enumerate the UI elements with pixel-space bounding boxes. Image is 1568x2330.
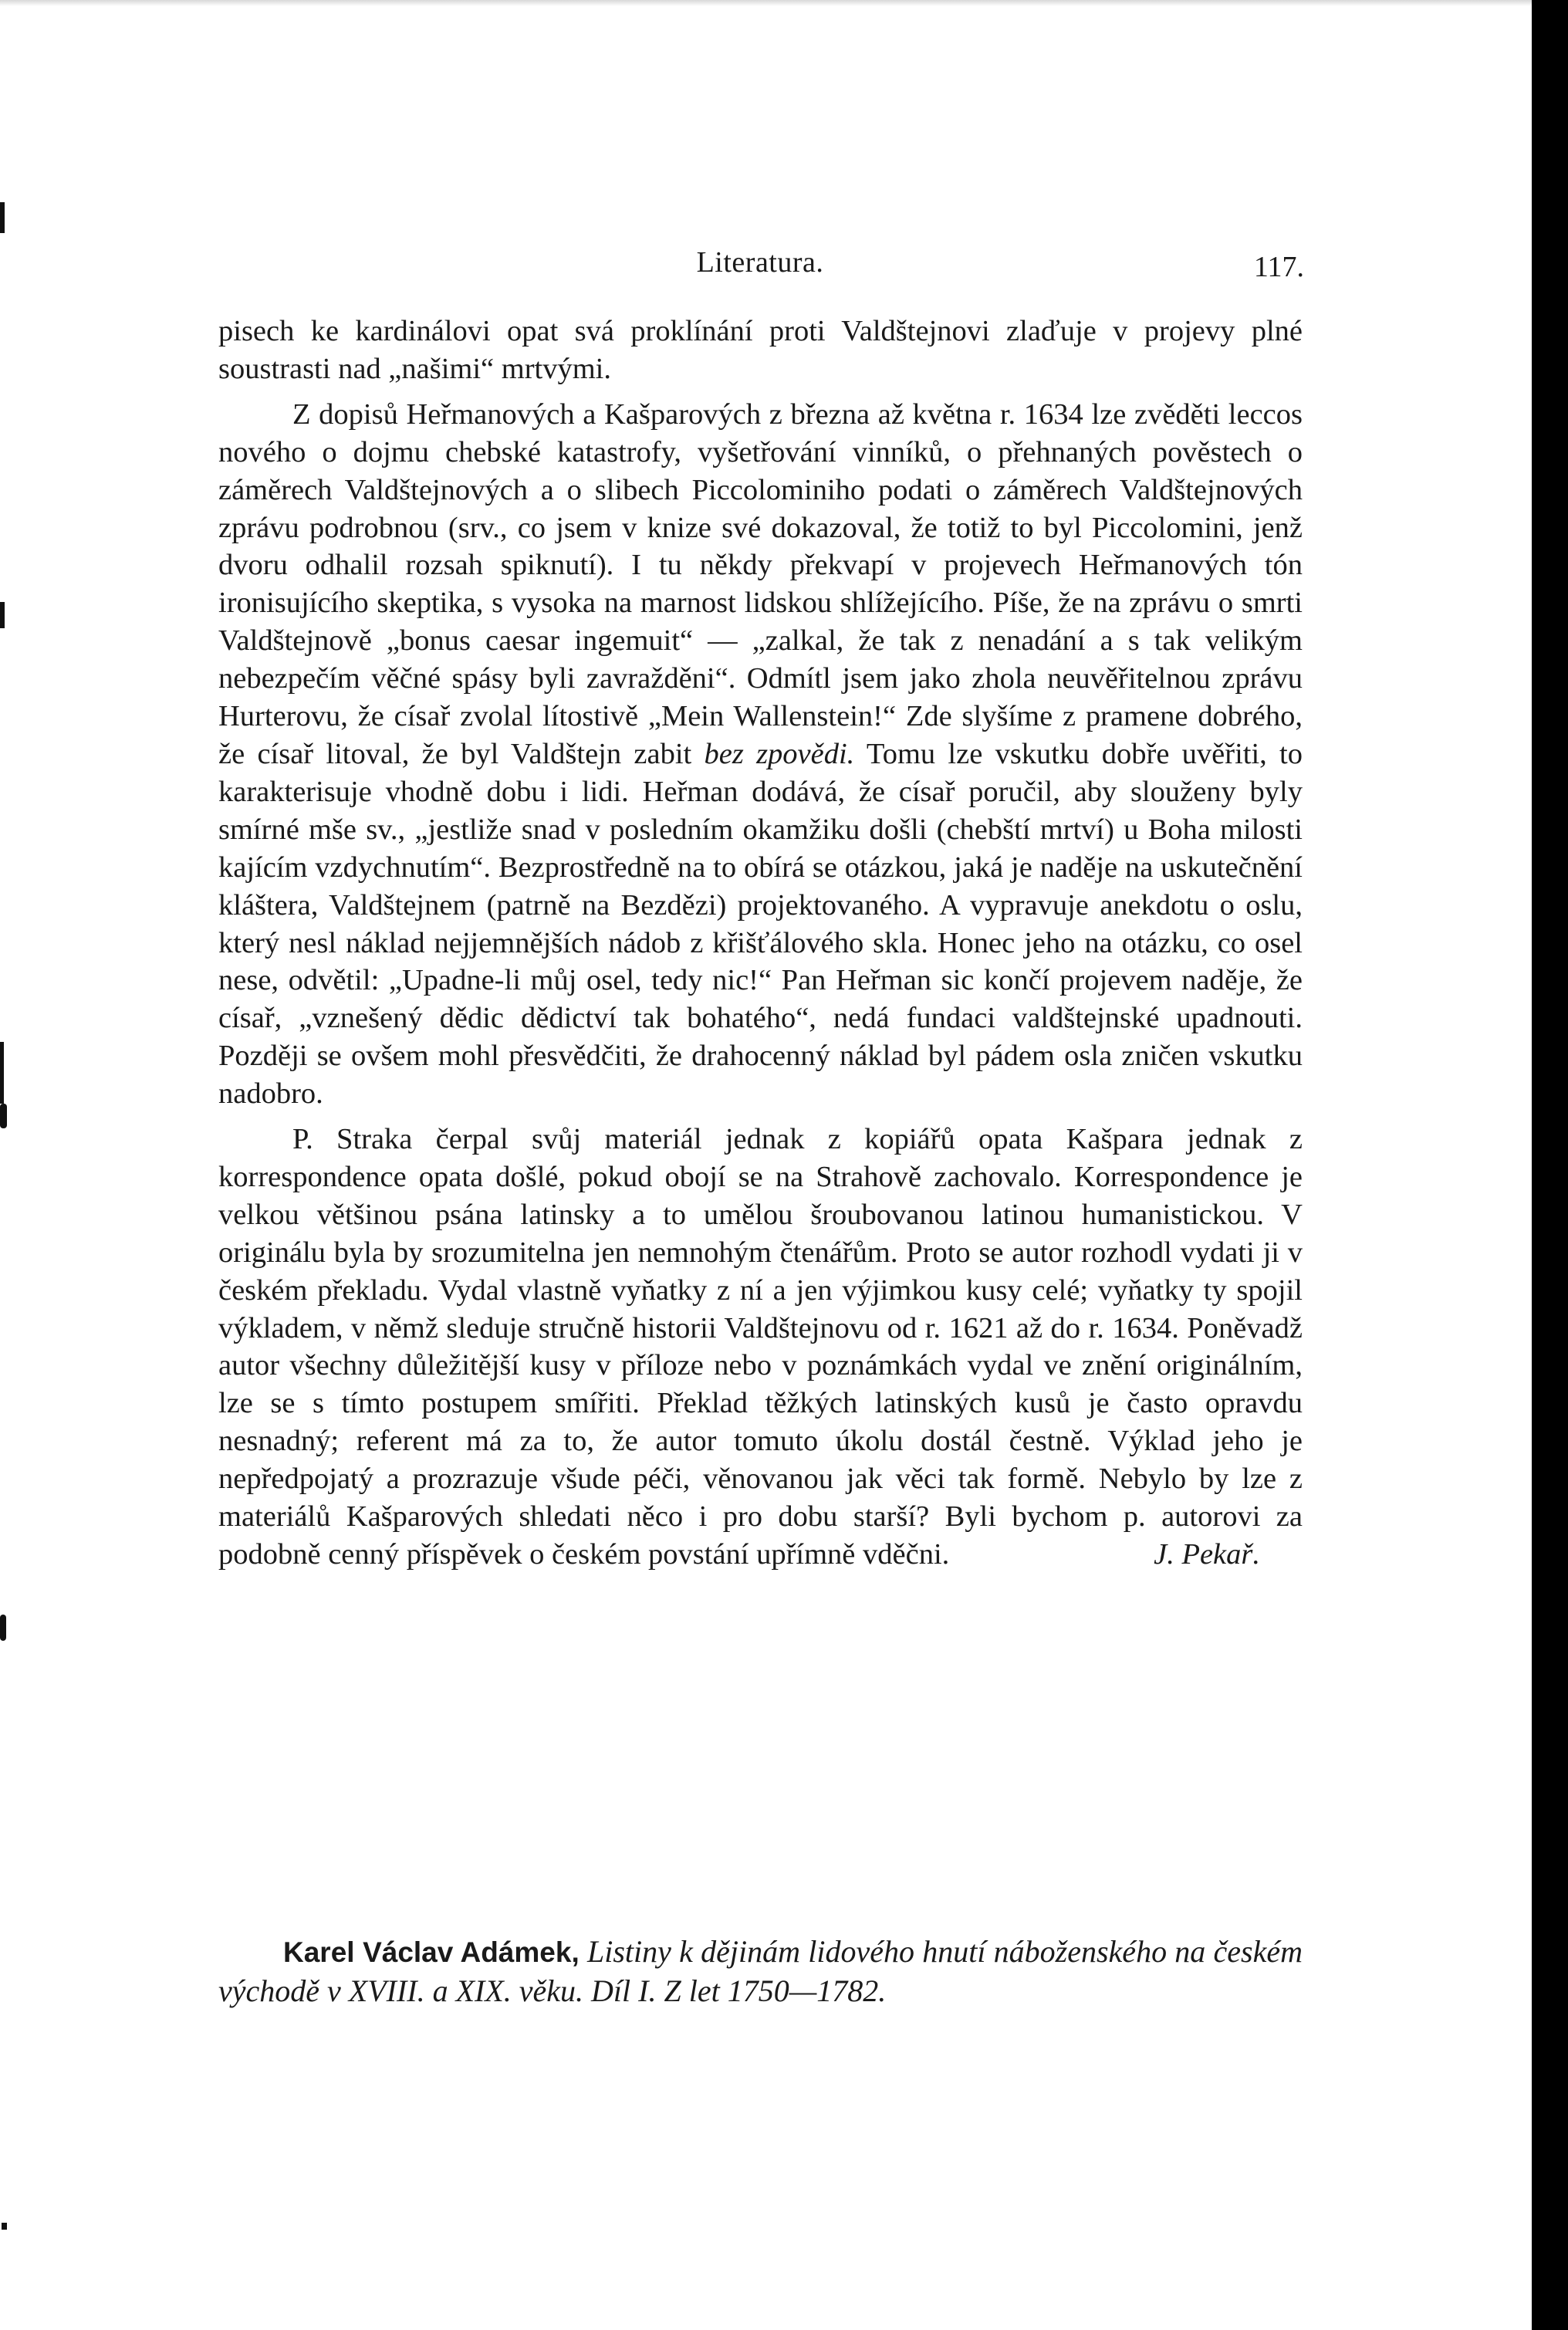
binding-mark bbox=[0, 1042, 4, 1104]
page-header bbox=[216, 245, 1304, 284]
binding-mark bbox=[0, 1615, 6, 1641]
paragraph bbox=[218, 396, 1303, 1113]
page-top-edge bbox=[0, 0, 1532, 6]
binding-mark bbox=[0, 602, 5, 628]
paragraph: pisech ke kardinálovi opat svá proklínání proti Valdštejnovi zlaďuje v projevy plné soustrasti nad „našimi“ mrtvými. bbox=[218, 315, 1303, 385]
paragraph bbox=[218, 1121, 1303, 1574]
body-text bbox=[218, 313, 1303, 1574]
paragraph-text: Z dopisů Heřmanových a Kašparových z března až května r. 1634 lze zvěděti leccos nového o dojmu chebské katastrofy, vyšetřování vinníků, o přehnaných pověstech o záměrech Valdštejnových a o slibech Piccolominiho podati o záměrech Valdštejnových zprávu podrobnou (srv., co jsem v knize své dokazoval, že totiž to byl Piccolomini, jenž dvoru odhalil rozsah spiknutí). I tu někdy překvapí v projevech Heřmanových tón ironisujícího skeptika, s vysoka na marnost lidskou shlížejícího. Píše, že na zprávu o smrti Valdštejnově „bonus caesar ingemuit“ — „zalkal, že tak z nenadání a s tak velikým nebezpečím věčné spásy byli zavražděni“. Odmítl jsem jako zhola neuvěřitelnou zprávu Hurterovu, že císař zvolal lítostivě „Mein Wallenstein!“ Zde slyšíme z pramene dobrého, že císař litoval, že byl Valdštejn zabit bbox=[218, 397, 1303, 770]
paragraph-text: P. Straka čerpal svůj materiál jednak z kopiářů opata Kašpara jednak z korrespondence opata došlé, pokud obojí se na Strahově zachovalo. Korrespondence je velkou většinou psána latinsky a to umělou šroubovanou latinou humanistickou. V originálu byla by srozumitelna jen nemnohým čtenářům. Proto se autor rozhodl vydati ji v českém překladu. Vydal vlastně vyňatky z ní a jen výjimkou kusy celé; vyňatky ty spojil výkladem, v němž sleduje stručně historii Valdštejnovu od r. 1621 až do r. 1634. Poněvadž autor všechny důležitější kusy v příloze nebo v poznámkách vydal ve znění originálním, lze se s tímto postupem smířiti. Překlad těžkých latinských kusů je často opravdu nesnadný; referent má za to, že autor tomuto úkolu dostál čestně. Výklad jeho je nepředpojatý a prozrazuje všude péči, věnovanou jak věci tak formě. Nebylo by lze z materiálů Kašparových shledati něco i pro dobu starší? Byli bychom p. autorovi za podobně cenný příspěvek o českém povstání upřímně vděčni. bbox=[218, 1123, 1303, 1571]
paragraph-text: Tomu lze vskutku dobře uvěřiti, to karakterisuje vhodně dobu i lidi. Heřman dodává, že císař poručil, aby slouženy byly smírné mše sv., „jestliže snad v posledním okamžiku došli (chebští mrtví) u Boha milosti kajícím vzdychnutím“. Bezprostředně na to obírá se otázkou, jaká je naděje na uskutečnění kláštera, Valdštejnem (patrně na Bezdězi) projektovaného. A vypravuje anekdotu o oslu, který nesl náklad nejjemnějších nádob z křišťálového skla. Honec jeho na otázku, co osel nese, odvětil: „Upadne-li můj osel, tedy nic!“ Pan Heřman sic končí projevem naděje, že císař, „vznešený dědic dědictví tak bohatého“, nedá fundaci valdštejnské upadnouti. Později se ovšem mohl přesvědčiti, že drahocenný náklad byl pádem osla zničen vskutku nadobro. bbox=[218, 737, 1303, 1111]
reviewer-signature: J. Pekař. bbox=[1154, 1538, 1260, 1571]
binding-mark bbox=[2, 2223, 7, 2230]
review-author: Karel Václav Adámek, bbox=[283, 1936, 580, 1968]
binding-mark bbox=[0, 1104, 7, 1128]
scan-border bbox=[1532, 0, 1568, 2330]
next-review-heading bbox=[218, 1933, 1303, 2010]
binding-mark bbox=[0, 202, 5, 233]
italic-phrase: bez zpovědi. bbox=[704, 737, 855, 770]
page-number: 117. bbox=[1253, 251, 1304, 283]
running-title: Literatura. bbox=[696, 246, 824, 279]
review-title: Listiny k dějinám lidového hnutí náboženského na českém východě v XVIII. a XIX. věku. Díl I. Z let 1750—1782. bbox=[218, 1934, 1303, 2008]
